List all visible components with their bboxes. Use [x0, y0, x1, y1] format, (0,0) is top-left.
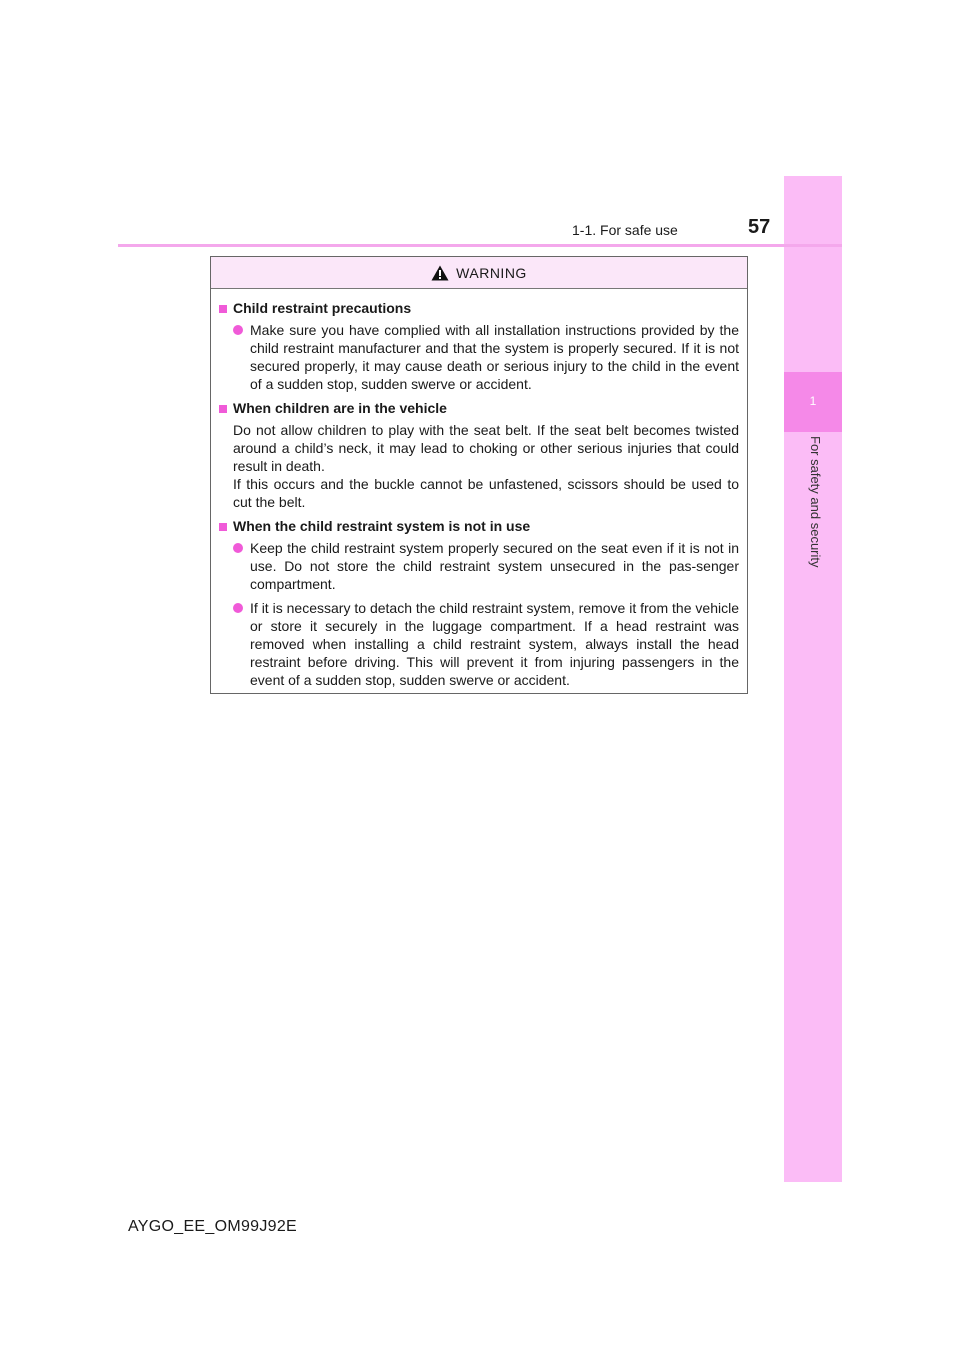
circle-bullet-icon [233, 325, 243, 335]
list-item [233, 539, 739, 593]
warning-section [219, 517, 739, 689]
section-heading-text: When children are in the vehicle [233, 400, 447, 416]
square-bullet-icon [219, 523, 227, 531]
section-heading [219, 517, 739, 535]
chapter-label: For safety and security [808, 436, 823, 568]
chapter-number: 1 [809, 394, 817, 408]
circle-bullet-icon [233, 603, 243, 613]
list-item-text: Make sure you have complied with all installation instructions provided by the child restraint manufacturer and that the system is properly secured. If it is not secured properly, it may cause death or serious injury to the child in the event of a sudden stop, sudden swerve or accident. [250, 322, 739, 392]
warning-header [211, 257, 747, 289]
side-tab [784, 176, 842, 1182]
warning-section [219, 399, 739, 511]
warning-body [211, 289, 747, 689]
list-item-text: Keep the child restraint system properly secured on the seat even if it is not in use. Do not store the child restraint system unsecured in the pas-senger compartment. [250, 540, 739, 592]
circle-bullet-icon [233, 543, 243, 553]
section-heading [219, 399, 739, 417]
document-id: AYGO_EE_OM99J92E [128, 1218, 298, 1235]
paragraph: If this occurs and the buckle cannot be unfastened, scissors should be used to cut the belt. [233, 476, 739, 510]
section-heading-text: When the child restraint system is not in use [233, 518, 531, 534]
section-heading [219, 299, 739, 317]
square-bullet-icon [219, 405, 227, 413]
paragraph: Do not allow children to play with the seat belt. If the seat belt becomes twisted around a child’s neck, it may lead to choking or other serious injuries that could result in death. [233, 422, 739, 474]
list-item-text: If it is necessary to detach the child restraint system, remove it from the vehicle or store it securely in the luggage compartment. If a head restraint was removed when installing a child restraint system, always install the head restraint before driving. This will prevent it from injuring passengers in the event of a sudden stop, sudden swerve or accident. [250, 600, 739, 688]
warning-title: WARNING [456, 264, 527, 281]
header-divider [118, 244, 842, 247]
warning-section [219, 299, 739, 393]
warning-triangle-icon [431, 265, 449, 281]
square-bullet-icon [219, 305, 227, 313]
paragraph-group [233, 421, 739, 511]
list-item [233, 599, 739, 689]
section-title: 1-1. For safe use [572, 222, 678, 238]
list-item [233, 321, 739, 393]
section-heading-text: Child restraint precautions [233, 300, 412, 316]
page-number: 57 [748, 216, 771, 238]
warning-box [210, 256, 748, 694]
